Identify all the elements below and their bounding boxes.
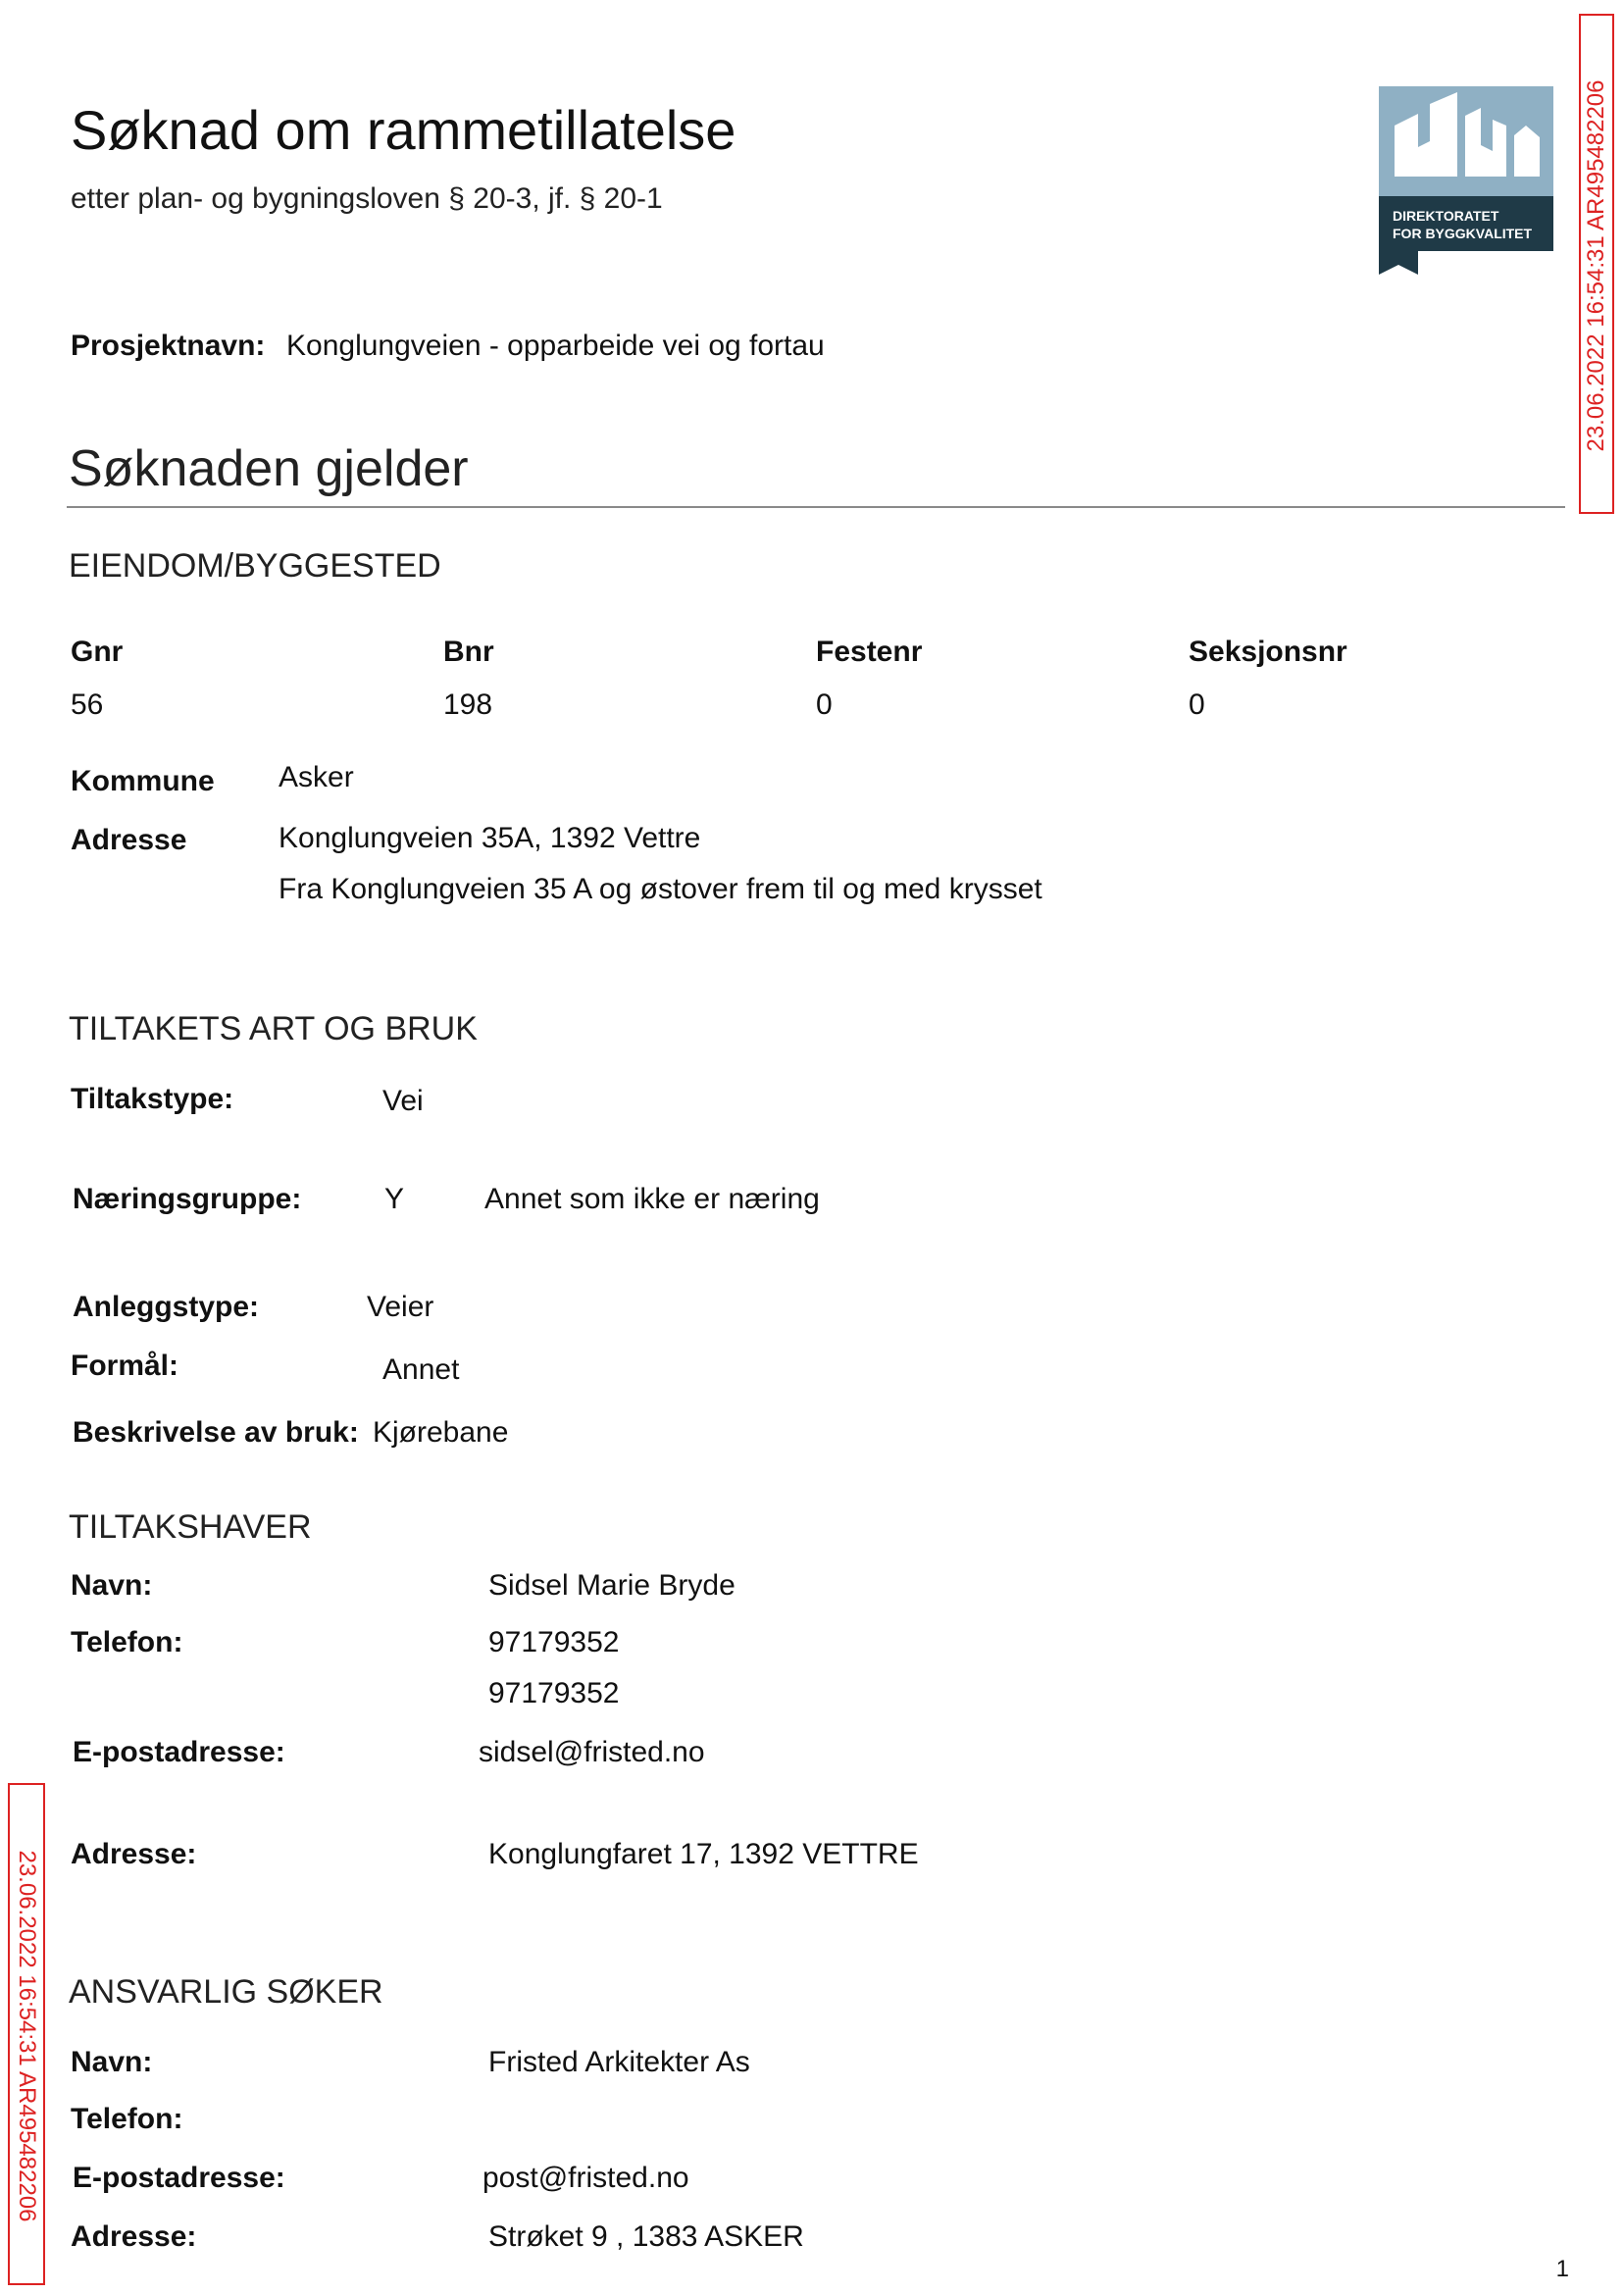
project-name-label: Prosjektnavn: xyxy=(71,330,266,362)
stamp-text-top: 23.06.2022 16:54:31 AR495482206 xyxy=(1583,79,1609,452)
adresse-line-1: Konglungveien 35A, 1392 Vettre xyxy=(279,822,701,854)
tiltakshaver-telefon-2: 97179352 xyxy=(488,1677,620,1709)
ansvarlig-epost-label: E-postadresse: xyxy=(73,2162,285,2194)
tiltakshaver-telefon-1: 97179352 xyxy=(488,1626,620,1658)
project-name-value: Konglungveien - opparbeide vei og fortau xyxy=(286,330,825,362)
logo-line-1: DIREKTORATET xyxy=(1393,208,1499,224)
ansvarlig-navn-label: Navn: xyxy=(71,2046,153,2078)
archive-stamp-bottom xyxy=(8,1783,45,2285)
document-subtitle: etter plan- og bygningsloven § 20-3, jf. § 20-1 xyxy=(71,182,663,215)
ansvarlig-adresse-label: Adresse: xyxy=(71,2220,197,2253)
tiltakshaver-navn-label: Navn: xyxy=(71,1569,153,1602)
ansvarlig-adresse-value: Strøket 9 , 1383 ASKER xyxy=(488,2220,804,2253)
ansvarlig-epost-value: post@fristed.no xyxy=(482,2162,689,2194)
beskrivelse-label: Beskrivelse av bruk: xyxy=(73,1416,359,1449)
tiltakshaver-heading: TILTAKSHAVER xyxy=(69,1508,312,1546)
tiltakshaver-epost-value: sidsel@fristed.no xyxy=(479,1736,705,1768)
seksjonsnr-value: 0 xyxy=(1189,688,1205,721)
tiltakshaver-telefon-label: Telefon: xyxy=(71,1626,183,1658)
seksjonsnr-label: Seksjonsnr xyxy=(1189,636,1347,668)
formal-value: Annet xyxy=(382,1353,460,1386)
eiendom-heading: EIENDOM/BYGGESTED xyxy=(69,547,441,585)
page-number: 1 xyxy=(1555,2256,1569,2282)
naeringsgruppe-code: Y xyxy=(384,1183,405,1215)
ansvarlig-telefon-label: Telefon: xyxy=(71,2103,183,2135)
section-divider xyxy=(67,506,1565,508)
tiltakshaver-epost-label: E-postadresse: xyxy=(73,1736,285,1768)
formal-label: Formål: xyxy=(71,1350,179,1382)
gnr-label: Gnr xyxy=(71,636,124,668)
bnr-value: 198 xyxy=(443,688,493,721)
kommune-value: Asker xyxy=(279,761,354,793)
ansvarlig-navn-value: Fristed Arkitekter As xyxy=(488,2046,750,2078)
gnr-value: 56 xyxy=(71,688,104,721)
kommune-label: Kommune xyxy=(71,765,215,797)
dibk-building-logo-icon xyxy=(1379,86,1553,275)
tiltakstype-label: Tiltakstype: xyxy=(71,1083,234,1115)
archive-stamp-top xyxy=(1579,14,1614,514)
tiltakstype-value: Vei xyxy=(382,1085,424,1117)
ansvarlig-heading: ANSVARLIG SØKER xyxy=(69,1973,383,2011)
bnr-label: Bnr xyxy=(443,636,494,668)
tiltakshaver-navn-value: Sidsel Marie Bryde xyxy=(488,1569,736,1602)
logo-line-2: FOR BYGGKVALITET xyxy=(1393,226,1533,241)
naeringsgruppe-label: Næringsgruppe: xyxy=(73,1183,302,1215)
anleggstype-label: Anleggstype: xyxy=(73,1291,260,1323)
tiltak-heading: TILTAKETS ART OG BRUK xyxy=(69,1010,478,1047)
stamp-text-bottom: 23.06.2022 16:54:31 AR495482206 xyxy=(14,1850,40,2222)
section-title: Søknaden gjelder xyxy=(69,440,469,497)
anleggstype-value: Veier xyxy=(367,1291,434,1323)
tiltakshaver-adresse-value: Konglungfaret 17, 1392 VETTRE xyxy=(488,1838,919,1870)
tiltakshaver-adresse-label: Adresse: xyxy=(71,1838,197,1870)
adresse-label: Adresse xyxy=(71,824,187,856)
beskrivelse-value: Kjørebane xyxy=(373,1416,509,1449)
naeringsgruppe-text: Annet som ikke er næring xyxy=(484,1183,820,1215)
festenr-value: 0 xyxy=(816,688,833,721)
festenr-label: Festenr xyxy=(816,636,923,668)
adresse-line-2: Fra Konglungveien 35 A og østover frem til og med krysset xyxy=(279,873,1042,905)
document-title: Søknad om rammetillatelse xyxy=(71,99,736,161)
